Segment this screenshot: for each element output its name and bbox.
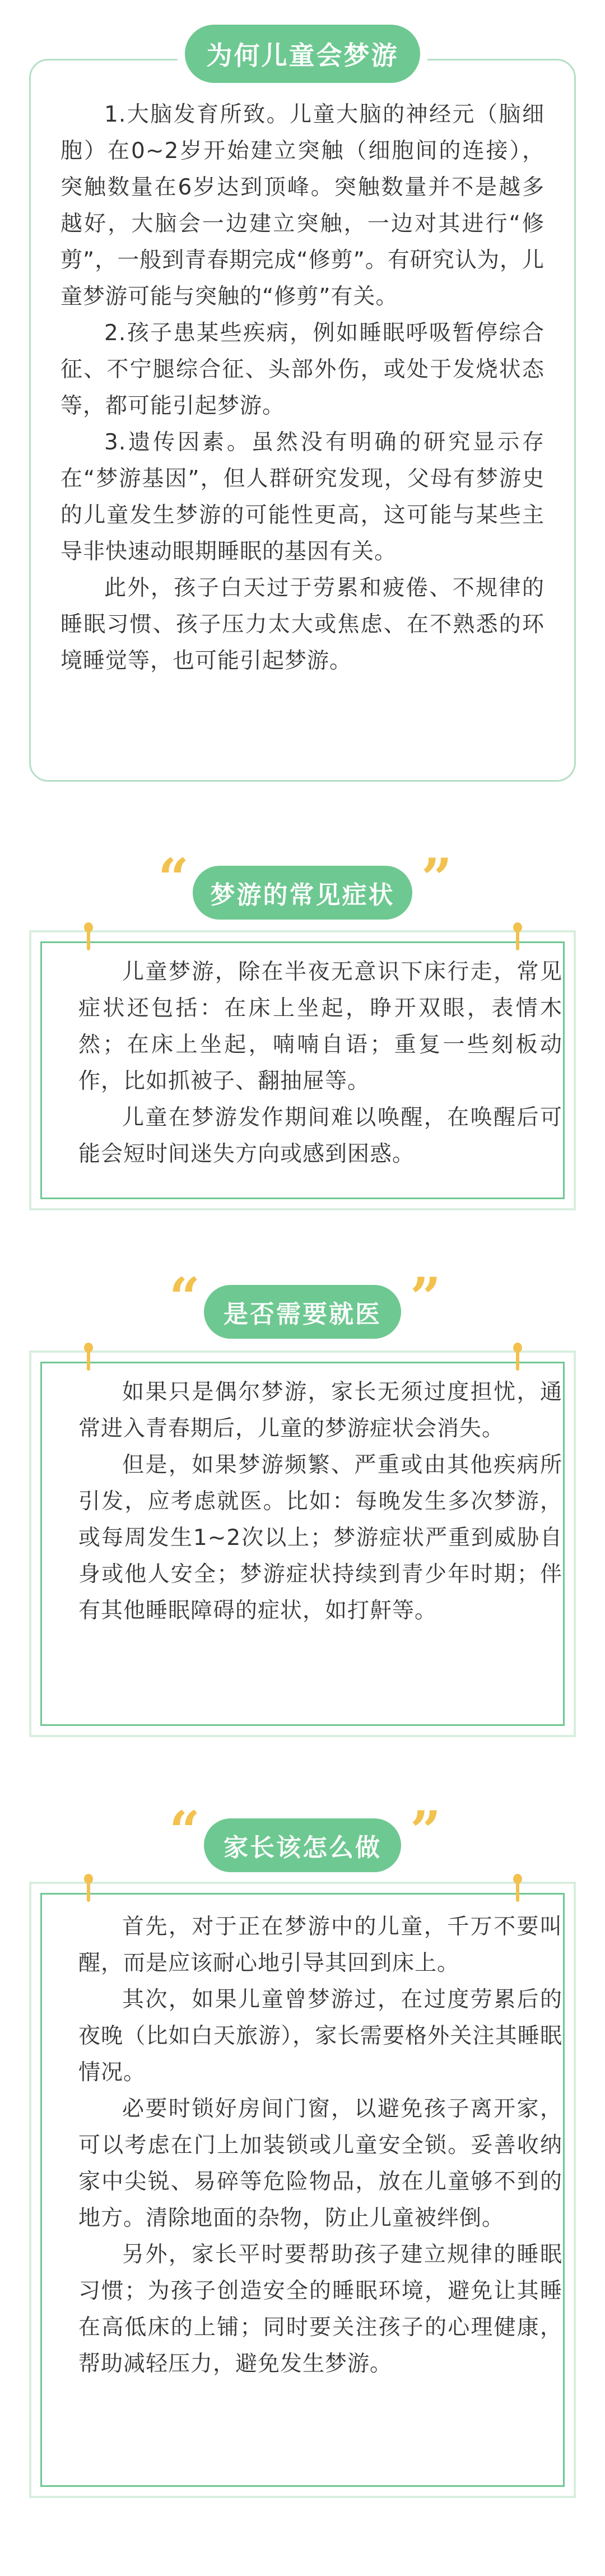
section-parents-title: 家长该怎么做 [204,1818,401,1872]
paragraph: 必要时锁好房间门窗，以避免孩子离开家，可以考虑在门上加装锁或儿童安全锁。妥善收纳家中尖锐、易碎等危险物品，放在儿童够不到的地方。清除地面的杂物，防止儿童被绊倒。 [78,2096,562,2231]
paragraph: 如果只是偶尔梦游，家长无须过度担忧，通常进入青春期后，儿童的梦游症状会消失。 [78,1380,562,1441]
section-parents-text [78,1909,562,2382]
close-quote-icon: ” [410,1799,441,1863]
section-symptoms-title: 梦游的常见症状 [193,866,412,920]
section-why-title: 为何儿童会梦游 [185,25,420,83]
section-symptoms-frame [29,930,576,1210]
section-doctor-frame [29,1350,576,1737]
pin-icon [513,922,522,950]
section-parents-frame [29,1882,576,2498]
section-doctor-text [78,1374,562,1629]
paragraph: 1.大脑发育所致。儿童大脑的神经元（脑细胞）在0~2岁开始建立突触（细胞间的连接），突触数量在6岁达到顶峰。突触数量并不是越多越好，大脑会一边建立突触，一边对其进行“修剪”，一般到青春期完成“修剪”。有研究认为，儿童梦游可能与突触的“修剪”有关。 [61,102,544,309]
section-doctor-title: 是否需要就医 [204,1285,401,1339]
paragraph: 此外，孩子白天过于劳累和疲倦、不规律的睡眠习惯、孩子压力太大或焦虑、在不熟悉的环境睡觉等，也可能引起梦游。 [61,575,544,674]
paragraph: 3.遗传因素。虽然没有明确的研究显示存在“梦游基因”，但人群研究发现，父母有梦游史的儿童发生梦游的可能性更高，这可能与某些主导非快速动眼期睡眠的基因有关。 [61,430,544,564]
paragraph: 另外，家长平时要帮助孩子建立规律的睡眠习惯；为孩子创造安全的睡眠环境，避免让其睡在高低床的上铺；同时要关注孩子的心理健康，帮助减轻压力，避免发生梦游。 [78,2242,562,2377]
close-quote-icon: ” [410,1266,441,1329]
paragraph: 其次，如果儿童曾梦游过，在过度劳累后的夜晚（比如白天旅游），家长需要格外关注其睡眠情况。 [78,1987,562,2085]
pin-icon [84,1343,93,1371]
open-quote-icon: “ [169,1266,201,1329]
open-quote-icon: “ [169,1799,201,1863]
paragraph: 但是，如果梦游频繁、严重或由其他疾病所引发，应考虑就医。比如：每晚发生多次梦游，或每周发生1~2次以上；梦游症状严重到威胁自身或他人安全；梦游症状持续到青少年时期；伴有其他睡眠障碍的症状，如打鼾等。 [78,1452,562,1623]
pin-icon [513,1343,522,1371]
section-why-text [61,96,544,679]
paragraph: 儿童梦游，除在半夜无意识下床行走，常见症状还包括：在床上坐起，睁开双眼，表情木然；在床上坐起，喃喃自语；重复一些刻板动作，比如抓被子、翻抽屉等。 [78,959,562,1094]
pin-icon [84,1874,93,1902]
paragraph: 儿童在梦游发作期间难以唤醒，在唤醒后可能会短时间迷失方向或感到困惑。 [78,1105,562,1167]
pin-icon [513,1874,522,1902]
open-quote-icon: “ [158,847,189,910]
pin-icon [84,922,93,950]
section-symptoms-text [78,954,562,1172]
close-quote-icon: ” [421,847,453,910]
paragraph: 2.孩子患某些疾病，例如睡眠呼吸暂停综合征、不宁腿综合征、头部外伤，或处于发烧状态等，都可能引起梦游。 [61,321,544,419]
paragraph: 首先，对于正在梦游中的儿童，千万不要叫醒，而是应该耐心地引导其回到床上。 [78,1914,562,1976]
